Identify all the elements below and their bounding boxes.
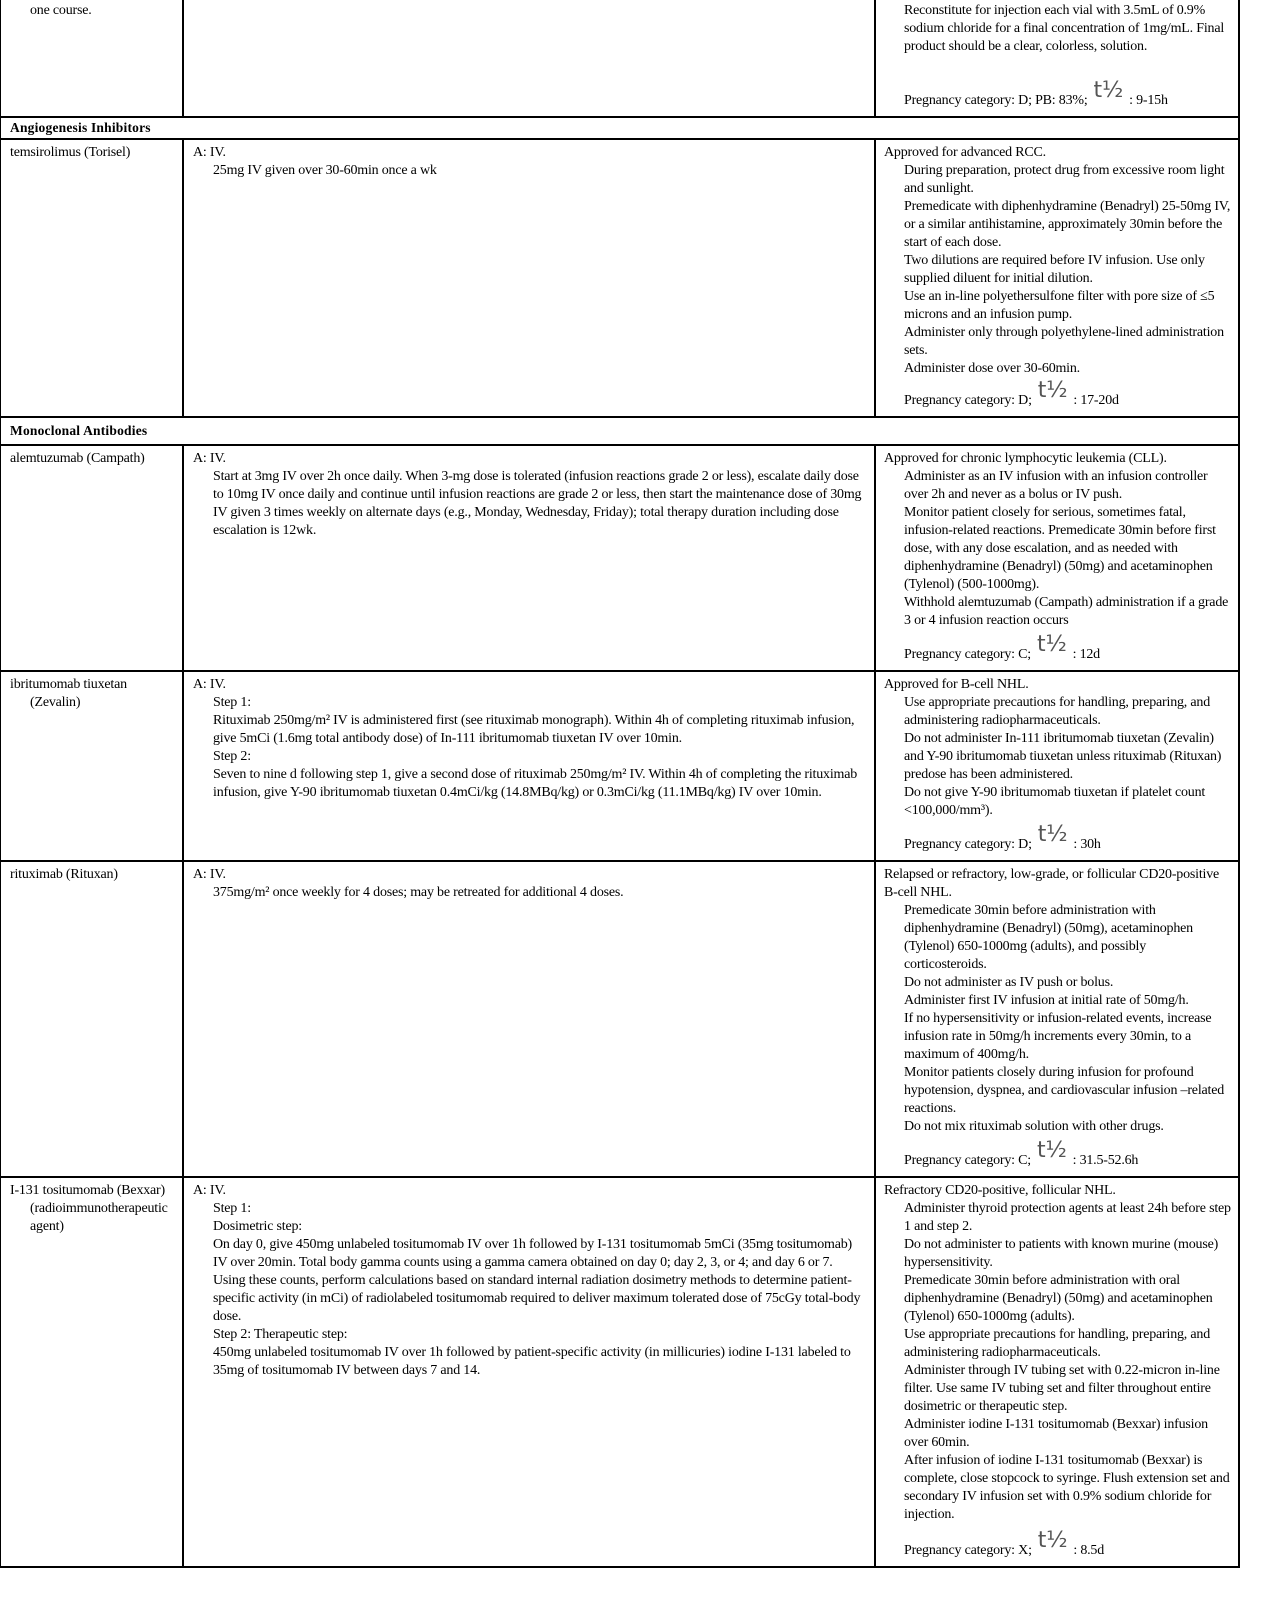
- pregnancy-category: Pregnancy category: X;: [904, 1543, 1032, 1558]
- drug-name-cell: [1, 140, 184, 416]
- note-item: Do not administer as IV push or bolus.: [904, 975, 1114, 990]
- note-item: Do not give Y-90 ibritumomab tiuxetan if platelet count <100,000/mm³).: [904, 785, 1206, 818]
- pregnancy-line: [884, 1528, 1232, 1560]
- note-item: Administer only through polyethylene-lined administration sets.: [904, 325, 1224, 358]
- half-life-icon: t½: [1037, 1528, 1068, 1553]
- half-life-icon: t½: [1037, 632, 1067, 657]
- table-row: [1, 862, 1238, 1178]
- pregnancy-category: Pregnancy category: C;: [904, 647, 1032, 662]
- dosage-line: 450mg unlabeled tositumomab IV over 1h followed by patient-specific activity (in millicuries) iodine I-131 labeled to 35mg of tositumomab IV between days 7 and 14.: [213, 1345, 851, 1378]
- drug-name: temsirolimus (Torisel): [10, 145, 131, 160]
- table-row: [1, 446, 1238, 672]
- pregnancy-category: Pregnancy category: D;: [904, 393, 1032, 408]
- table-row: [1, 140, 1238, 418]
- table-row: [1, 1178, 1238, 1568]
- dosage-cell: [184, 672, 876, 860]
- section-header: Angiogenesis Inhibitors: [1, 118, 1238, 140]
- dosage-line: Start at 3mg IV over 2h once daily. When 3-mg dose is tolerated (infusion reactions grade 2 or less), escalate daily dose to 10mg IV once daily and continue until infusion reactions are grade 2 or less, then start the maintenance dose of 30mg IV given 3 times weekly on alternate days (e.g., Monday, Wednesday, Friday); total therapy duration including dose escalation is 12wk.: [213, 469, 862, 538]
- drug-name: ibritumomab tiuxetan (Zevalin): [10, 677, 127, 710]
- half-life-icon: t½: [1037, 1138, 1067, 1163]
- drug-name-cell: [1, 446, 184, 670]
- note-item: Do not mix rituximab solution with other drugs.: [904, 1119, 1164, 1134]
- notes-cell: [876, 672, 1238, 860]
- note-item: Administer through IV tubing set with 0.22-micron in-line filter. Use same IV tubing set and filter throughout entire dosimetric or therapeutic step.: [904, 1363, 1220, 1414]
- notes-indication: Refractory CD20-positive, follicular NHL.: [884, 1183, 1116, 1198]
- drug-name-cell: [1, 862, 184, 1176]
- note-item: Administer dose over 30-60min.: [904, 361, 1080, 376]
- half-life-value: : 8.5d: [1073, 1543, 1105, 1558]
- pregnancy-category: Pregnancy category: D;: [904, 837, 1032, 852]
- table-row: [1, 0, 1238, 118]
- note-item: After infusion of iodine I-131 tositumomab (Bexxar) is complete, close stopcock to syringe. Flush extension set and secondary IV infusion set with 0.9% sodium chloride for injection.: [904, 1453, 1230, 1522]
- dosage-line: Step 2: Therapeutic step:: [213, 1327, 348, 1342]
- dosage-cell: [184, 140, 876, 416]
- notes-cell: [876, 0, 1238, 116]
- notes-indication: Approved for chronic lymphocytic leukemia (CLL).: [884, 451, 1167, 466]
- dosage-line: Step 1:: [213, 695, 251, 710]
- dosage-line: Step 1:: [213, 1201, 251, 1216]
- dosage-cell: [184, 862, 876, 1176]
- note-item: Withhold alemtuzumab (Campath) administration if a grade 3 or 4 infusion reaction occurs: [904, 595, 1229, 628]
- dosage-line: Step 2:: [213, 749, 251, 764]
- half-life-value: : 30h: [1073, 837, 1101, 852]
- half-life-icon: t½: [1093, 78, 1124, 103]
- table-row: [1, 672, 1238, 862]
- note-item: Do not administer to patients with known murine (mouse) hypersensitivity.: [904, 1237, 1219, 1270]
- half-life-value: : 31.5-52.6h: [1072, 1153, 1139, 1168]
- drug-name: alemtuzumab (Campath): [10, 451, 145, 466]
- notes-cell: [876, 862, 1238, 1176]
- dosage-line: 375mg/m² once weekly for 4 doses; may be retreated for additional 4 doses.: [213, 885, 624, 900]
- notes-cell: [876, 1178, 1238, 1566]
- notes-indication: Approved for B-cell NHL.: [884, 677, 1029, 692]
- section-header: Monoclonal Antibodies: [1, 418, 1238, 446]
- dosage-line: Rituximab 250mg/m² IV is administered first (see rituximab monograph). Within 4h of completing rituximab infusion, give 5mCi (1.6mg total antibody dose) of In-111 ibritumomab tiuxetan IV over 10min.: [213, 713, 855, 746]
- drug-name: I-131 tositumomab (Bexxar) (radioimmunotherapeutic agent): [10, 1183, 168, 1234]
- pregnancy-line: [884, 1138, 1232, 1170]
- dosage-cell: [184, 1178, 876, 1566]
- note-item: Administer iodine I-131 tositumomab (Bexxar) infusion over 60min.: [904, 1417, 1208, 1450]
- note-item: Monitor patient closely for serious, sometimes fatal, infusion-related reactions. Premedicate 30min before first dose, with any dose escalation, and as needed with diphenhydramine (Benadryl) (50mg) and acetaminophen (Tylenol) (500-1000mg).: [904, 505, 1216, 592]
- route-label: A: IV.: [193, 451, 226, 466]
- pregnancy-category: Pregnancy category: D; PB: 83%;: [904, 93, 1088, 108]
- note-item: Administer as an IV infusion with an infusion controller over 2h and never as a bolus or IV push.: [904, 469, 1208, 502]
- note-item: Premedicate 30min before administration with oral diphenhydramine (Benadryl) (50mg) and acetaminophen (Tylenol) 650-1000mg (adults).: [904, 1273, 1213, 1324]
- dosage-cell: [184, 0, 876, 116]
- pregnancy-line: [884, 78, 1232, 110]
- note-item: During preparation, protect drug from excessive room light and sunlight.: [904, 163, 1225, 196]
- note-item: Use appropriate precautions for handling, preparing, and administering radiopharmaceuticals.: [904, 1327, 1211, 1360]
- notes-cell: [876, 446, 1238, 670]
- drug-name-cell: [1, 0, 184, 116]
- half-life-value: : 12d: [1072, 647, 1100, 662]
- drug-name: rituximab (Rituxan): [10, 867, 118, 882]
- note-item: Premedicate with diphenhydramine (Benadryl) 25-50mg IV, or a similar antihistamine, approximately 30min before the start of each dose.: [904, 199, 1231, 250]
- dosage-cell: [184, 446, 876, 670]
- drug-name-cell: [1, 672, 184, 860]
- drug-name-continued: one course.: [30, 3, 92, 18]
- notes-cell: [876, 140, 1238, 416]
- note-item: Do not administer In-111 ibritumomab tiuxetan (Zevalin) and Y-90 ibritumomab tiuxetan unless rituximab (Rituxan) predose has been administered.: [904, 731, 1222, 782]
- note-item: Reconstitute for injection each vial with 3.5mL of 0.9% sodium chloride for a final concentration of 1mg/mL. Final product should be a clear, colorless, solution.: [904, 3, 1225, 54]
- half-life-icon: t½: [1037, 822, 1068, 847]
- note-item: Administer first IV infusion at initial rate of 50mg/h.: [904, 993, 1189, 1008]
- note-item: Use an in-line polyethersulfone filter with pore size of ≤5 microns and an infusion pump.: [904, 289, 1215, 322]
- pregnancy-line: [884, 378, 1232, 410]
- notes-indication: Relapsed or refractory, low-grade, or follicular CD20-positive B-cell NHL.: [884, 867, 1220, 900]
- route-label: A: IV.: [193, 145, 226, 160]
- note-item: Two dilutions are required before IV infusion. Use only supplied diluent for initial dilution.: [904, 253, 1205, 286]
- pregnancy-line: [884, 632, 1232, 664]
- half-life-value: : 9-15h: [1129, 93, 1168, 108]
- half-life-value: : 17-20d: [1073, 393, 1119, 408]
- note-item: Premedicate 30min before administration with diphenhydramine (Benadryl) (50mg), acetaminophen (Tylenol) 650-1000mg (adults), and possibly corticosteroids.: [904, 903, 1193, 972]
- note-item: Monitor patients closely during infusion for profound hypotension, dyspnea, and cardiovascular infusion –related reactions.: [904, 1065, 1225, 1116]
- dosage-line: 25mg IV given over 30-60min once a wk: [213, 163, 437, 178]
- route-label: A: IV.: [193, 867, 226, 882]
- notes-indication: Approved for advanced RCC.: [884, 145, 1046, 160]
- drug-name-cell: [1, 1178, 184, 1566]
- note-item: If no hypersensitivity or infusion-related events, increase infusion rate in 50mg/h increments every 30min, to a maximum of 400mg/h.: [904, 1011, 1212, 1062]
- note-item: Administer thyroid protection agents at least 24h before step 1 and step 2.: [904, 1201, 1231, 1234]
- route-label: A: IV.: [193, 677, 226, 692]
- pregnancy-line: [884, 822, 1232, 854]
- note-item: Use appropriate precautions for handling, preparing, and administering radiopharmaceuticals.: [904, 695, 1211, 728]
- dosage-line: On day 0, give 450mg unlabeled tositumomab IV over 1h followed by I-131 tositumomab 5mCi (35mg tositumomab) IV over 20min. Total body gamma counts using a gamma camera obtained on day 0; day 2, 3, or 4; and day 6 or 7. Using these counts, perform calculations based on standard internal radiation dosimetry methods to determine patient-specific activity (in mCi) of radiolabeled tositumomab required to deliver maximum tolerated dose of 75cGy total-body dose.: [213, 1237, 861, 1324]
- pregnancy-category: Pregnancy category: C;: [904, 1153, 1032, 1168]
- dosage-line: Seven to nine d following step 1, give a second dose of rituximab 250mg/m² IV. Within 4h of completing the rituximab infusion, give Y-90 ibritumomab tiuxetan 0.4mCi/kg (14.8MBq/kg) or 0.3mCi/kg (11.1MBq/kg) IV over 10min.: [213, 767, 858, 800]
- route-label: A: IV.: [193, 1183, 226, 1198]
- half-life-icon: t½: [1037, 378, 1068, 403]
- dosage-line: Dosimetric step:: [213, 1219, 302, 1234]
